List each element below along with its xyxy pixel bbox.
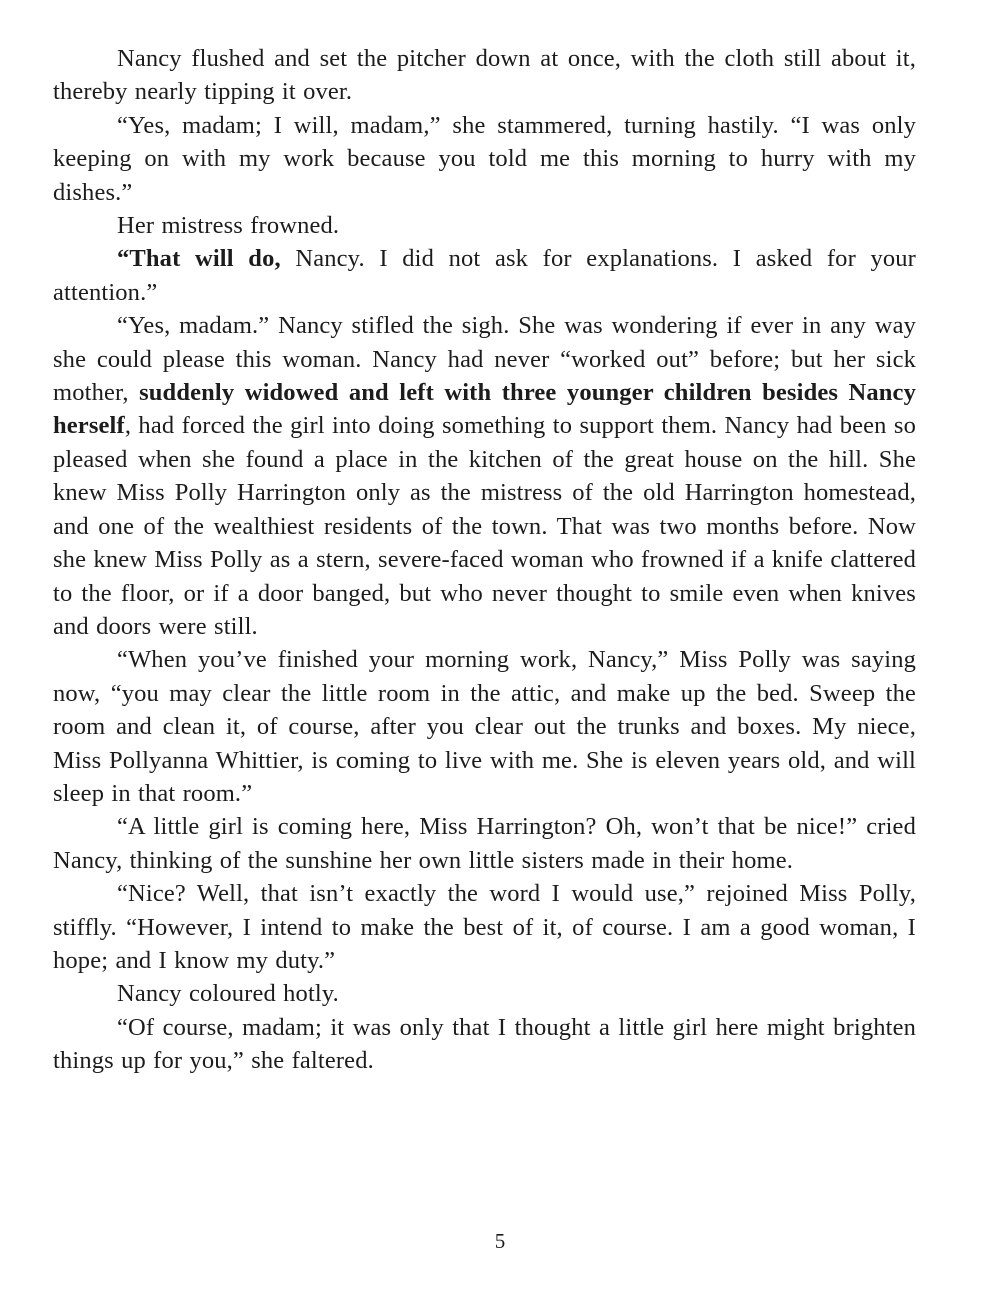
paragraph bbox=[53, 209, 916, 242]
text-segment: , had forced the girl into doing something to support them. Nancy had been so pleased when she found a place in the kitchen of the great house on the hill. She knew Miss Polly Harrington only as the mistress of the old Harrington homestead, and one of the wealthiest residents of the town. That was two months before. Now she knew Miss Polly as a stern, severe-faced woman who frowned if a knife clattered to the floor, or if a door banged, but who never thought to smile even when knives and doors were still. bbox=[53, 412, 916, 640]
bold-text-segment: suddenly widowed and left with three younger children besides Nancy herself bbox=[53, 379, 916, 440]
text-segment: Nancy flushed and set the pitcher down at once, with the cloth still about it, thereby nearly tipping it over. bbox=[53, 45, 916, 106]
paragraph bbox=[53, 242, 916, 309]
text-segment: “Of course, madam; it was only that I thought a little girl here might brighten things up for you,” she faltered. bbox=[53, 1013, 916, 1075]
paragraph bbox=[53, 309, 916, 643]
bold-text-segment: “That will do, bbox=[117, 245, 281, 273]
text-segment: “A little girl is coming here, Miss Harrington? Oh, won’t that be nice!” cried Nancy, thinking of the sunshine her own little sisters made in their home. bbox=[53, 813, 916, 874]
page-body bbox=[53, 42, 916, 1078]
text-segment: Her mistress frowned. bbox=[117, 212, 340, 240]
paragraph bbox=[53, 643, 916, 810]
paragraph bbox=[53, 42, 916, 109]
text-segment: “When you’ve finished your morning work, Nancy,” Miss Polly was saying now, “you may clear the little room in the attic, and make up the bed. Sweep the room and clean it, of course, after you clear out the trunks and boxes. My niece, Miss Pollyanna Whittier, is coming to live with me. She is eleven years old, and will sleep in that room.” bbox=[53, 646, 916, 807]
paragraph bbox=[53, 977, 916, 1010]
paragraph bbox=[53, 1011, 916, 1078]
text-segment: Nancy. I did not ask for explanations. I asked for your attention.” bbox=[53, 245, 916, 306]
paragraph bbox=[53, 810, 916, 877]
text-segment: “Nice? Well, that isn’t exactly the word I would use,” rejoined Miss Polly, stiffly. “However, I intend to make the best of it, of course. I am a good woman, I hope; and I know my duty.” bbox=[53, 880, 916, 974]
text-segment: “Yes, madam; I will, madam,” she stammered, turning hastily. “I was only keeping on with my work because you told me this morning to hurry with my dishes.” bbox=[53, 111, 916, 206]
text-segment: “Yes, madam.” Nancy stifled the sigh. She was wondering if ever in any way she could please this woman. Nancy had never “worked out” before; but her sick mother, bbox=[53, 312, 916, 407]
paragraph bbox=[53, 109, 916, 209]
text-segment: Nancy coloured hotly. bbox=[117, 980, 339, 1008]
page-number: 5 bbox=[494, 1229, 506, 1253]
paragraph bbox=[53, 877, 916, 977]
